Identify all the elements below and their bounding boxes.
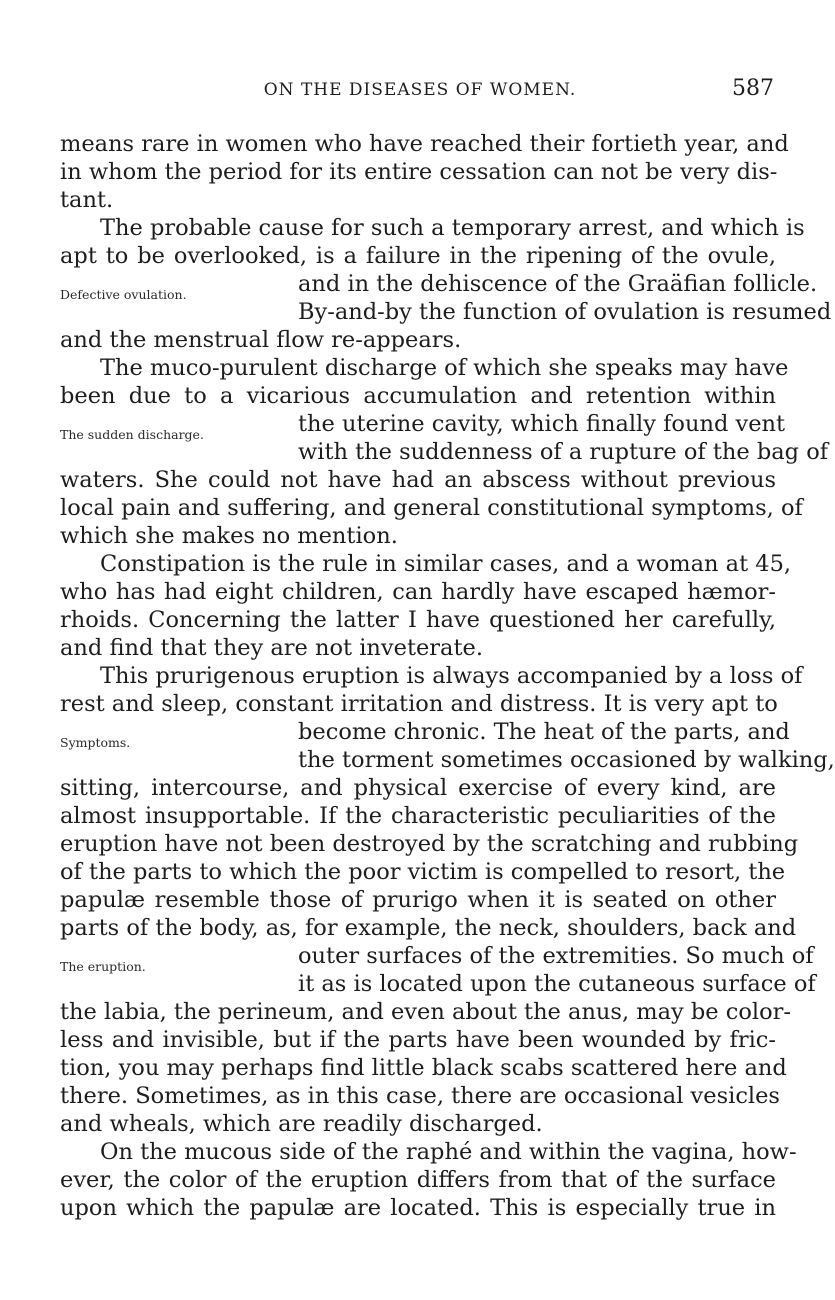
text-line: who has had eight children, can hardly have escaped hæmor- [60,579,776,605]
text-line: in whom the period for its entire cessation can not be very dis- [60,159,778,185]
text-line: This prurigenous eruption is always accompanied by a loss of [100,663,803,689]
text-line: with the suddenness of a rupture of the bag of [298,439,829,465]
text-line: which she makes no mention. [60,523,398,549]
text-line: Constipation is the rule in similar cases, and a woman at 45, [100,551,792,577]
text-line: less and invisible, but if the parts have been wounded by fric- [60,1027,776,1053]
text-line: means rare in women who have reached their fortieth year, and [60,131,789,157]
margin-note-defective-ovulation: Defective ovulation. [60,287,187,302]
text-line: apt to be overlooked, is a failure in the ripening of the ovule, [60,243,776,269]
text-line: tion, you may perhaps find little black scabs scattered here and [60,1055,787,1081]
text-line: The probable cause for such a temporary arrest, and which is [100,215,805,241]
text-line: By-and-by the function of ovulation is resumed [298,299,832,325]
text-line: the torment sometimes occasioned by walking, [298,747,835,773]
text-line: tant. [60,187,114,213]
text-line: and in the dehiscence of the Graäfian follicle. [298,271,818,297]
text-line: it as is located upon the cutaneous surface of [298,971,816,997]
text-line: been due to a vicarious accumulation and retention within [60,383,776,409]
text-line: and find that they are not inveterate. [60,635,483,661]
running-title: ON THE DISEASES OF WOMEN. [263,80,577,100]
text-line: outer surfaces of the extremities. So much of [298,943,814,969]
text-line: waters. She could not have had an abscess without previous [60,467,776,493]
text-line: and the menstrual flow re-appears. [60,327,462,353]
text-line: The muco-purulent discharge of which she speaks may have [100,355,789,381]
text-line: ever, the color of the eruption differs from that of the surface [60,1167,776,1193]
text-line: and wheals, which are readily discharged. [60,1111,543,1137]
text-line: upon which the papulæ are located. This is especially true in [60,1195,776,1221]
text-line: eruption have not been destroyed by the scratching and rubbing [60,831,799,857]
text-line: sitting, intercourse, and physical exercise of every kind, are [60,775,776,801]
running-header [60,76,780,106]
text-line: the uterine cavity, which finally found vent [298,411,786,437]
text-line: On the mucous side of the raphé and within the vagina, how- [100,1139,797,1165]
text-line: become chronic. The heat of the parts, and [298,719,790,745]
text-line: the labia, the perineum, and even about the anus, may be color- [60,999,792,1025]
text-line: rhoids. Concerning the latter I have questioned her carefully, [60,607,776,633]
text-line: of the parts to which the poor victim is compelled to resort, the [60,859,786,885]
margin-note-sudden-discharge: The sudden discharge. [60,427,204,442]
text-line: papulæ resemble those of prurigo when it is seated on other [60,887,776,913]
margin-note-eruption: The eruption. [60,959,146,974]
text-line: local pain and suffering, and general constitutional symptoms, of [60,495,803,521]
text-line: almost insupportable. If the characteristic peculiarities of the [60,803,776,829]
text-line: there. Sometimes, as in this case, there are occasional vesicles [60,1083,780,1109]
margin-note-symptoms: Symptoms. [60,735,131,750]
text-line: rest and sleep, constant irritation and distress. It is very apt to [60,691,778,717]
page-number: 587 [732,76,774,101]
text-line: parts of the body, as, for example, the neck, shoulders, back and [60,915,797,941]
